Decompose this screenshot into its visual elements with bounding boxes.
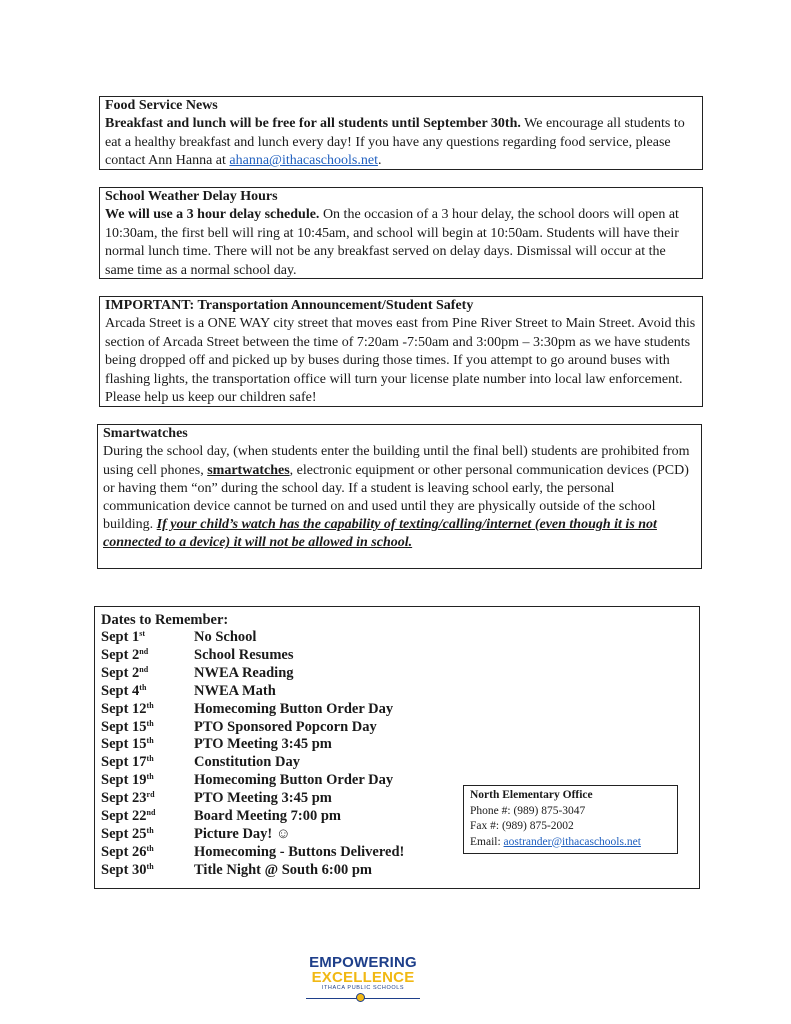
weather-delay-title: School Weather Delay Hours — [105, 189, 278, 204]
date-row — [101, 862, 693, 880]
date-event: Title Night @ South 6:00 pm — [194, 861, 372, 878]
date-day-text: Sept 25 — [101, 825, 147, 842]
date-event: PTO Meeting 3:45 pm — [194, 790, 332, 807]
date-row — [101, 701, 693, 719]
date-day-text: Sept 4 — [101, 682, 140, 699]
smartwatches-text-2: , electronic equipment or other personal communication devices (PCD) or having them “on” during the school day. If a student is leaving school early, the personal communication device cannot be turned on and used until they are physically outside of the school building. — [103, 462, 689, 533]
smartwatches-warning: If your child’s watch has the capability of texting/calling/internet (even though it is not connected to a device) it will not be allowed in school. — [103, 517, 657, 551]
logo-line-district: ITHACA PUBLIC SCHOOLS — [321, 985, 405, 991]
smartwatches-body — [103, 443, 697, 552]
date-day-suffix: nd — [146, 808, 156, 818]
date-day — [101, 701, 194, 719]
date-day — [101, 647, 194, 665]
office-email-label: Email: — [470, 835, 504, 848]
date-day-suffix: th — [139, 682, 147, 692]
smartwatches-keyword: smartwatches — [207, 462, 290, 478]
food-service-text: We encourage all students to eat a healthy breakfast and lunch every day! If you have any questions regarding food service, please contact Ann Hanna at — [105, 116, 685, 169]
date-day-suffix: nd — [139, 664, 149, 674]
date-event: NWEA Math — [194, 682, 276, 699]
date-day-suffix: th — [146, 718, 154, 728]
date-row — [101, 665, 693, 683]
smartwatches-box — [97, 424, 702, 569]
food-service-title: Food Service News — [105, 98, 218, 113]
food-service-box — [99, 96, 703, 170]
date-day-suffix: th — [146, 843, 154, 853]
date-day — [101, 772, 194, 790]
date-row — [101, 683, 693, 701]
smartwatches-text: During the school day, (when students enter the building until the final bell) students are prohibited from using cell phones, — [103, 444, 690, 478]
date-day-text: Sept 17 — [101, 754, 147, 771]
dates-title: Dates to Remember: — [101, 612, 229, 628]
date-day-text: Sept 15 — [101, 736, 147, 753]
date-day — [101, 844, 194, 862]
date-day — [101, 736, 194, 754]
date-event: School Resumes — [194, 646, 294, 663]
date-day — [101, 862, 194, 880]
date-day-suffix: th — [146, 772, 154, 782]
date-day-text: Sept 2 — [101, 664, 140, 681]
smartwatches-title: Smartwatches — [103, 426, 188, 441]
transportation-title: IMPORTANT: Transportation Announcement/Student Safety — [105, 298, 474, 313]
date-day-text: Sept 30 — [101, 861, 147, 878]
date-day-text: Sept 2 — [101, 646, 140, 663]
date-day-text: Sept 15 — [101, 718, 147, 735]
date-day — [101, 754, 194, 772]
date-day — [101, 808, 194, 826]
date-day-suffix: th — [146, 736, 154, 746]
date-day-text: Sept 22 — [101, 808, 147, 825]
transportation-body: Arcada Street is a ONE WAY city street that moves east from Pine River Street to Main Street. Avoid this section of Arcada Street between the time of 7:20am -7:50am and 3:00pm – 3:30pm as we have students being dropped off and picked up by buses during those times. If you attempt to go around buses with flashing lights, the transportation office will turn your license plate number into local law enforcement. Please help us keep our children safe! — [105, 316, 696, 406]
food-service-lead: Breakfast and lunch will be free for all students until September 30th. — [105, 116, 521, 132]
food-service-body — [105, 115, 698, 170]
office-email-row — [470, 835, 671, 851]
weather-delay-box — [99, 187, 703, 279]
office-phone: Phone #: (989) 875-3047 — [470, 804, 586, 817]
date-event: NWEA Reading — [194, 664, 294, 681]
logo-line-excellence: EXCELLENCE — [311, 969, 415, 986]
date-row — [101, 719, 693, 737]
date-event: Board Meeting 7:00 pm — [194, 808, 341, 825]
food-service-email-link[interactable]: ahanna@ithacaschools.net — [229, 153, 378, 169]
date-row — [101, 736, 693, 754]
weather-delay-text: On the occasion of a 3 hour delay, the school doors will open at 10:30am, the first bell will ring at 10:45am, and school will begin at 10:50am. Students will have their normal lunch time. There will not be any breakfast served on delay days. Dismissal will occur at the same time as a normal school day. — [105, 207, 679, 278]
office-fax: Fax #: (989) 875-2002 — [470, 820, 574, 832]
weather-delay-lead: We will use a 3 hour delay schedule. — [105, 207, 320, 223]
date-day-suffix: th — [146, 825, 154, 835]
date-day — [101, 683, 194, 701]
transportation-box — [99, 296, 703, 407]
date-event: PTO Sponsored Popcorn Day — [194, 718, 377, 735]
date-row — [101, 647, 693, 665]
office-title: North Elementary Office — [470, 789, 593, 801]
date-day-suffix: th — [146, 700, 154, 710]
date-event: Picture Day! ☺ — [194, 825, 291, 842]
date-day — [101, 629, 194, 647]
date-day-text: Sept 12 — [101, 700, 147, 717]
date-day-suffix: st — [139, 629, 146, 638]
date-day-text: Sept 1 — [101, 629, 140, 645]
date-event: PTO Meeting 3:45 pm — [194, 736, 332, 753]
date-event: Constitution Day — [194, 754, 300, 771]
date-day-text: Sept 19 — [101, 772, 147, 789]
district-logo — [302, 956, 424, 1006]
date-event: Homecoming - Buttons Delivered! — [194, 843, 405, 860]
date-event: Homecoming Button Order Day — [194, 700, 394, 717]
date-row — [101, 754, 693, 772]
weather-delay-body — [105, 206, 698, 280]
date-day — [101, 790, 194, 808]
date-day — [101, 826, 194, 844]
date-day-text: Sept 23 — [101, 790, 147, 807]
date-day — [101, 719, 194, 737]
date-day-suffix: th — [146, 754, 154, 764]
date-event: Homecoming Button Order Day — [194, 772, 394, 789]
food-service-end: . — [377, 153, 382, 169]
logo-rule-ornament — [302, 992, 424, 1004]
date-row — [101, 629, 693, 647]
logo-emblem-icon — [356, 993, 365, 1002]
date-day — [101, 665, 194, 683]
date-day-suffix: rd — [146, 790, 155, 800]
date-day-suffix: th — [146, 861, 154, 871]
office-email-link[interactable]: aostrander@ithacaschools.net — [503, 835, 641, 848]
date-day-text: Sept 26 — [101, 843, 147, 860]
logo-line-empowering: EMPOWERING — [309, 954, 417, 971]
date-day-suffix: nd — [139, 646, 149, 656]
date-event: No School — [194, 629, 257, 645]
office-contact-box — [463, 785, 678, 854]
